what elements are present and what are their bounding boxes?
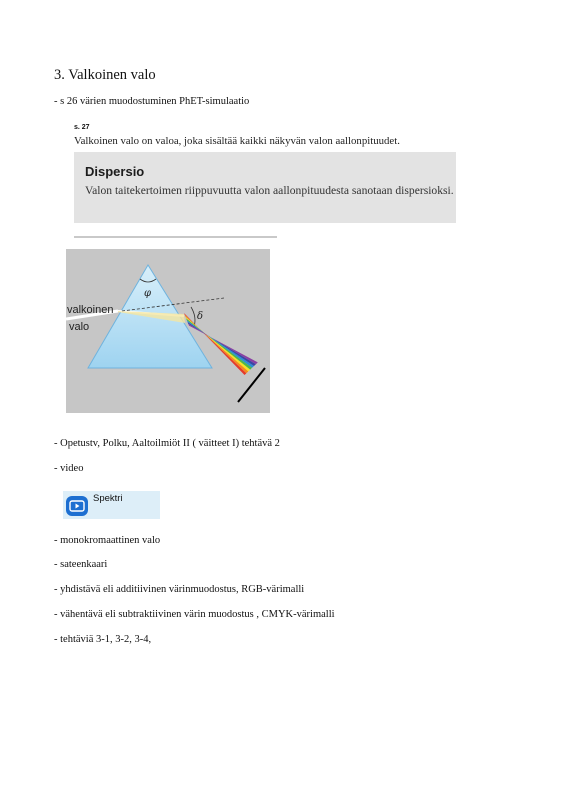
definition-box (74, 152, 456, 223)
video-label: Spektri (93, 493, 123, 504)
list-item: - vähentävä eli subtraktiivinen värin muodostus , CMYK-värimalli (54, 609, 335, 620)
video-line: - video (54, 463, 84, 474)
opetustv-line: - Opetustv, Polku, Aaltoilmiöt II ( väitteet I) tehtävä 2 (54, 438, 280, 449)
prism-figure (66, 249, 270, 413)
label-delta: δ (197, 311, 204, 322)
list-item: - yhdistävä eli additiivinen värinmuodostus, RGB-värimalli (54, 584, 305, 595)
divider (74, 236, 277, 238)
definition-text: Valon taitekertoimen riippuvuutta valon aallonpituudesta sanotaan dispersioksi. (85, 184, 454, 197)
list-item: - sateenkaari (54, 559, 108, 570)
label-valkoinen: valkoinen (67, 304, 114, 316)
label-phi: φ (144, 288, 152, 299)
list-item: - monokromaattinen valo (54, 535, 161, 546)
play-icon (66, 496, 88, 516)
definition-title: Dispersio (85, 164, 145, 179)
label-valo: valo (69, 321, 90, 333)
textbook-page-number: s. 27 (74, 124, 90, 131)
video-link-spektri[interactable] (63, 491, 160, 519)
phet-line: - s 26 värien muodostuminen PhET-simulaatio (54, 96, 250, 107)
page-heading: 3. Valkoinen valo (54, 67, 156, 83)
list-item: - tehtäviä 3-1, 3-2, 3-4, (54, 634, 152, 645)
textbook-sentence: Valkoinen valo on valoa, joka sisältää kaikki näkyvän valon aallonpituudet. (74, 135, 400, 147)
prism-diagram (66, 249, 270, 413)
